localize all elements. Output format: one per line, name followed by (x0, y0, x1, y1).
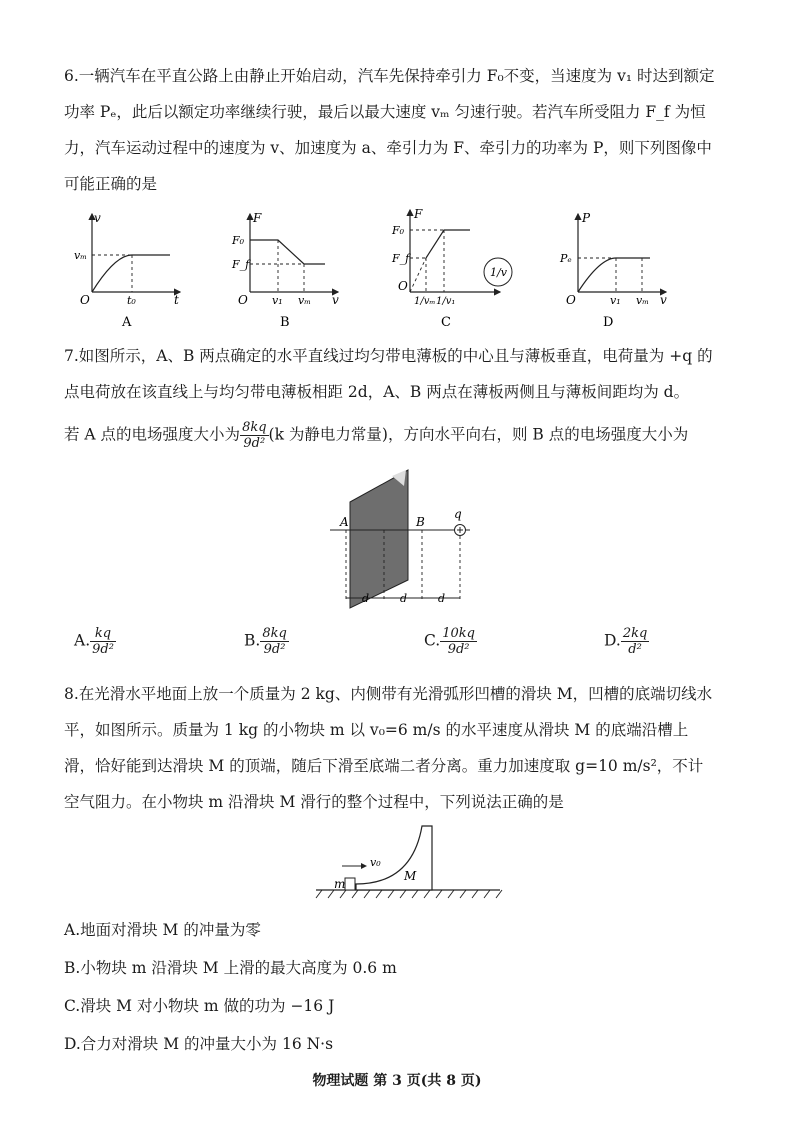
q7-label-a: A (340, 515, 349, 529)
q7-option-b (244, 626, 289, 657)
q7-option-b-frac (260, 626, 288, 657)
q7-option-b-num: 8kq (262, 626, 287, 641)
graph-d (578, 214, 666, 292)
q7-option-d-num: 2kq (622, 626, 648, 641)
q7-option-d (604, 626, 649, 657)
q8-option-c: C.滑块 M 对小物块 m 做的功为 −16 J (64, 997, 335, 1015)
q7-option-b-label: B. (244, 631, 261, 650)
q7-option-d-frac (621, 626, 649, 657)
graph-d-ymark: Pₑ (560, 252, 572, 265)
graph-d-xmark-2: vₘ (636, 294, 649, 307)
q7-option-c-frac (440, 626, 477, 657)
q7-option-b-den: 9d² (263, 642, 286, 657)
q7-line-3-after: (k 为静电力常量)，方向水平向右，则 B 点的电场强度大小为 (268, 425, 689, 444)
graph-d-yaxis: P (582, 211, 591, 225)
graph-a-xaxis: t (174, 293, 179, 307)
q8-line-1: 8.在光滑水平地面上放一个质量为 2 kg、内侧带有光滑弧形凹槽的滑块 M，凹槽的底端切线水 (64, 685, 713, 703)
q7-option-c-label: C. (424, 631, 441, 650)
graph-a-origin: O (80, 293, 90, 307)
graph-b-label: B (280, 315, 290, 330)
q6-line-2: 功率 Pₑ，此后以额定功率继续行驶，最后以最大速度 vₘ 匀速行驶。若汽车所受阻力 F_f 为恒 (64, 103, 706, 121)
q7-label-d1: d (362, 592, 370, 605)
page-footer: 物理试题 第 3 页(共 8 页) (312, 1073, 482, 1089)
graph-b (250, 214, 338, 292)
q8-line-3: 滑，恰好能到达滑块 M 的顶端，随后下滑至底端二者分离。重力加速度取 g=10 m/s²，不计 (64, 757, 704, 775)
q7-line-3 (64, 420, 744, 451)
graph-b-xmark-1: v₁ (272, 294, 283, 307)
q8-line-4: 空气阻力。在小物块 m 沿滑块 M 滑行的整个过程中，下列说法正确的是 (64, 793, 564, 811)
q7-frac-num: 8kq (242, 420, 267, 435)
graph-a-ymark: vₘ (74, 249, 87, 262)
graph-b-yaxis: F (253, 211, 262, 225)
q8-option-a: A.地面对滑块 M 的冲量为零 (64, 921, 261, 939)
graph-c-ymark-2: F_f (392, 252, 410, 265)
graph-c-xaxis: 1/v (490, 266, 507, 279)
graph-a-yaxis: v (94, 211, 101, 225)
q7-label-d3: d (438, 592, 446, 605)
q7-option-a-frac (90, 626, 116, 657)
q7-line-2: 点电荷放在该直线上与均匀带电薄板相距 2d，A、B 两点在薄板两侧且与薄板间距均为 d。 (64, 383, 690, 401)
q6-line-1: 6.一辆汽车在平直公路上由静止开始启动，汽车先保持牵引力 F₀不变，当速度为 v₁ 时达到额定 (64, 67, 715, 85)
q7-option-a (74, 626, 116, 657)
graph-d-label: D (603, 315, 614, 330)
graph-b-ymark-2: F_f (232, 258, 250, 271)
q8-option-b: B.小物块 m 沿滑块 M 上滑的最大高度为 0.6 m (64, 959, 397, 977)
graph-c-xmark-2: 1/v₁ (436, 296, 456, 307)
graph-b-origin: O (238, 293, 248, 307)
q7-option-c (424, 626, 477, 657)
graph-c-ymark-1: F₀ (392, 224, 405, 237)
graph-c-yaxis: F (414, 207, 423, 221)
q8-option-d: D.合力对滑块 M 的冲量大小为 16 N·s (64, 1035, 334, 1053)
q7-option-d-label: D. (604, 631, 621, 650)
graph-b-xmark-2: vₘ (298, 294, 311, 307)
q8-line-2: 平，如图所示。质量为 1 kg 的小物块 m 以 v₀=6 m/s 的水平速度从滑块 M 的底端沿槽上 (64, 721, 689, 739)
graph-d-origin: O (566, 293, 576, 307)
graph-d-xaxis: v (660, 293, 667, 307)
q7-label-d2: d (400, 592, 408, 605)
graph-c-label: C (441, 315, 451, 330)
q8-label-v0: v₀ (370, 856, 381, 869)
graph-a-label: A (122, 315, 132, 330)
graph-c (410, 210, 512, 292)
q7-label-b: B (416, 515, 425, 529)
q7-fraction (240, 420, 268, 451)
graph-d-xmark-1: v₁ (610, 294, 621, 307)
q6-graphs (0, 200, 794, 330)
q7-label-q: q (454, 507, 462, 521)
graph-c-xmark-1: 1/vₘ (414, 296, 436, 307)
q7-option-a-num: kq (90, 626, 116, 642)
graph-a (92, 214, 180, 292)
q8-label-m: m (334, 877, 346, 891)
q8-figure (0, 814, 794, 914)
q8-label-big-m: M (404, 869, 417, 883)
q6-line-3: 力，汽车运动过程中的速度为 v、加速度为 a、牵引力为 F、牵引力的功率为 P，则下列图像中 (64, 139, 712, 157)
q7-option-c-num: 10kq (442, 626, 475, 641)
q7-line-3-before: 若 A 点的电场强度大小为 (64, 425, 241, 444)
q7-option-d-den: d² (628, 642, 642, 657)
q7-line-1: 7.如图所示，A、B 两点确定的水平直线过均匀带电薄板的中心且与薄板垂直，电荷量为 +q 的 (64, 347, 713, 365)
q7-option-c-den: 9d² (447, 642, 470, 657)
q7-figure (0, 462, 794, 612)
q6-line-4: 可能正确的是 (64, 175, 158, 193)
graph-b-xaxis: v (332, 293, 339, 307)
q7-option-a-den: 9d² (92, 642, 114, 657)
graph-a-xmark: t₀ (127, 294, 136, 307)
q7-frac-den: 9d² (243, 436, 266, 451)
graph-c-origin: O (398, 279, 408, 293)
graph-b-ymark-1: F₀ (232, 234, 245, 247)
q7-option-a-label: A. (74, 631, 91, 650)
